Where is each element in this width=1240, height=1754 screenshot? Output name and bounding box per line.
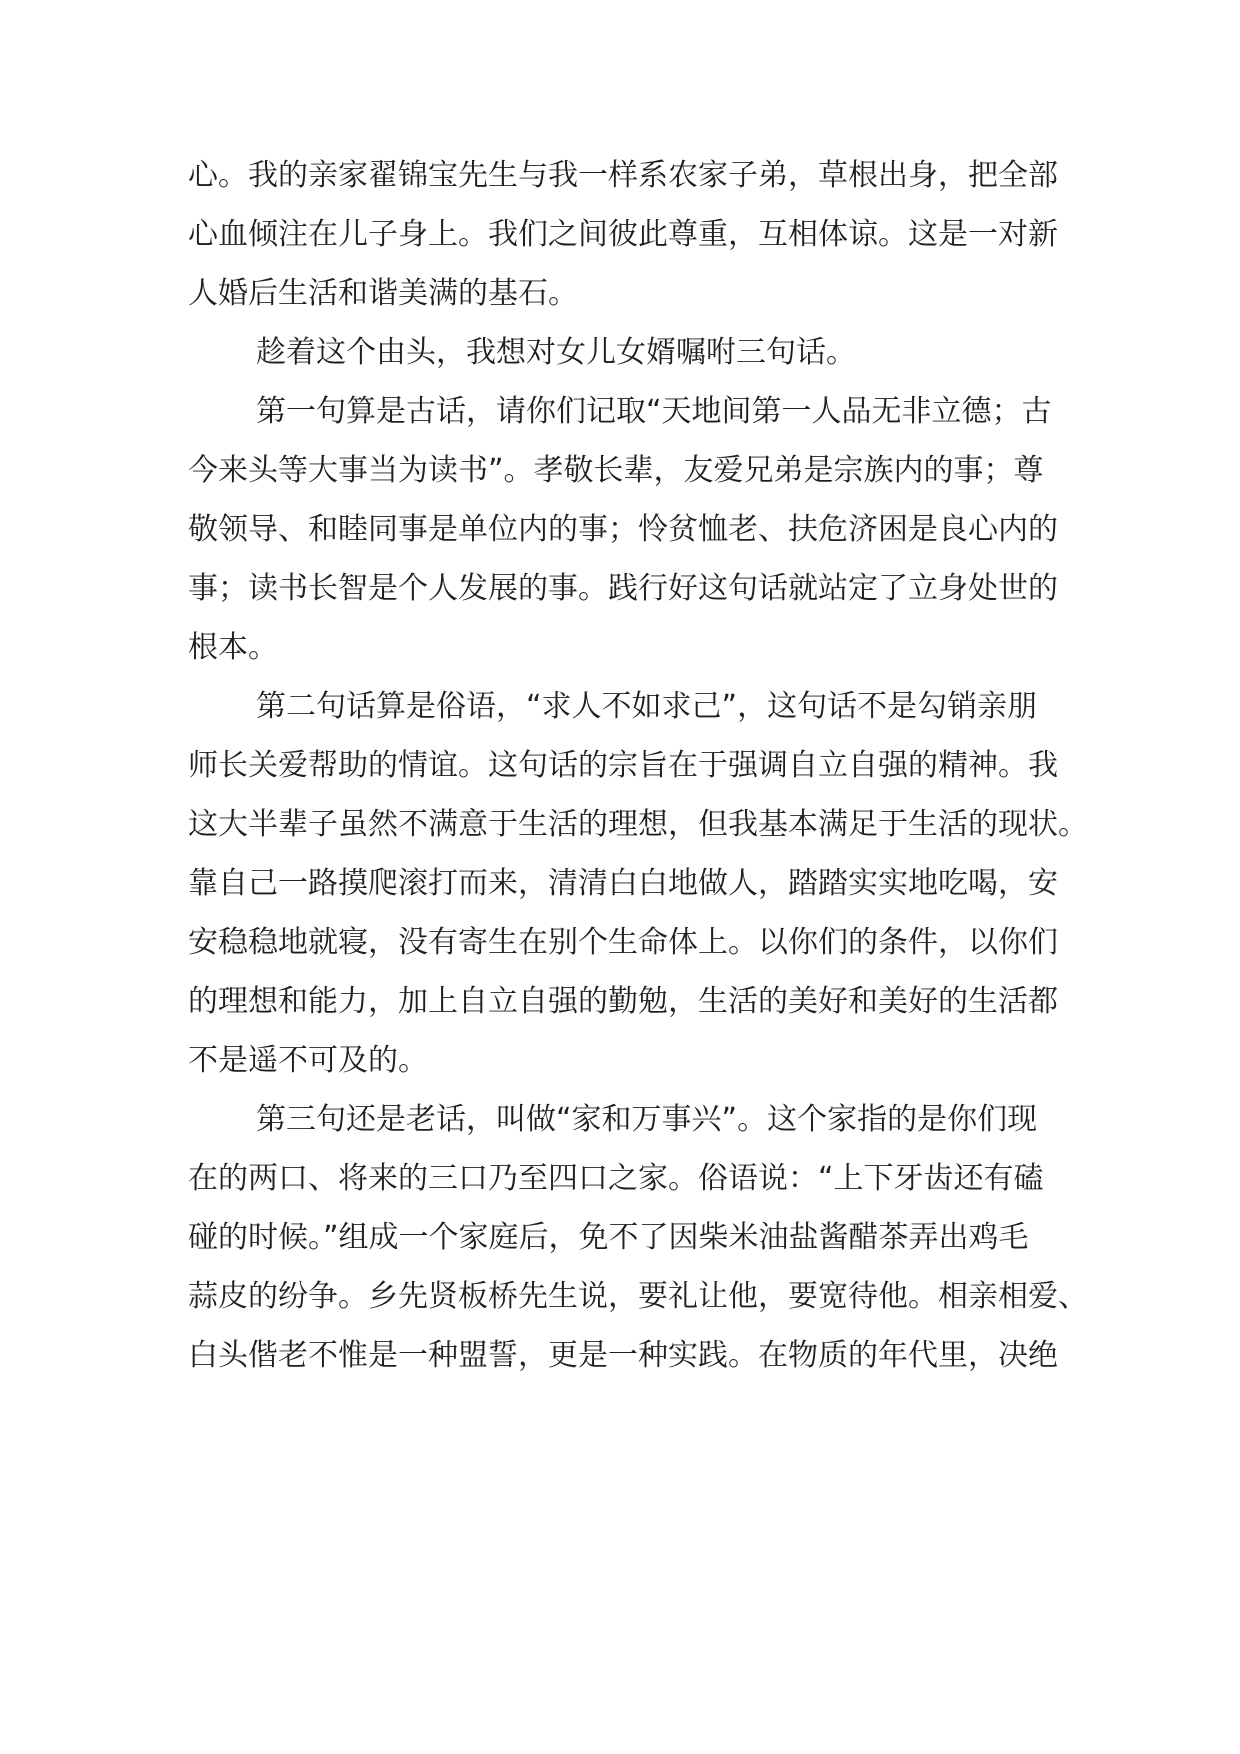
paragraph-first-line: 第二句话算是俗语，“求人不如求己”，这句话不是勾销亲朋 [256,689,1038,724]
text-line: 根本。 [188,630,278,665]
paragraph-first-line: 第一句算是古话，请你们记取“天地间第一人品无非立德；古 [256,394,1052,429]
text-line: 不是遥不可及的。 [188,1043,428,1078]
paragraph-first-line: 第三句还是老话，叫做“家和万事兴”。这个家指的是你们现 [256,1102,1038,1137]
text-line: 心。我的亲家翟锦宝先生与我一样系农家子弟，草根出身，把全部 [188,158,1058,193]
text-line: 靠自己一路摸爬滚打而来，清清白白地做人，踏踏实实地吃喝，安 [188,866,1058,901]
text-line: 心血倾注在儿子身上。我们之间彼此尊重，互相体谅。这是一对新 [188,217,1058,252]
text-line: 碰的时候。”组成一个家庭后，免不了因柴米油盐酱醋茶弄出鸡毛 [188,1220,1029,1255]
text-line: 今来头等大事当为读书”。孝敬长辈，友爱兄弟是宗族内的事；尊 [188,453,1044,488]
text-line: 蒜皮的纷争。乡先贤板桥先生说，要礼让他，要宽待他。相亲相爱、 [188,1279,1088,1314]
text-line: 敬领导、和睦同事是单位内的事；怜贫恤老、扶危济困是良心内的 [188,512,1058,547]
text-line: 白头偕老不惟是一种盟誓，更是一种实践。在物质的年代里，决绝 [188,1338,1058,1373]
text-line: 的理想和能力，加上自立自强的勤勉，生活的美好和美好的生活都 [188,984,1058,1019]
text-line: 安稳稳地就寝，没有寄生在别个生命体上。以你们的条件，以你们 [188,925,1058,960]
paragraph-first-line: 趁着这个由头，我想对女儿女婿嘱咐三句话。 [256,335,856,370]
text-line: 这大半辈子虽然不满意于生活的理想，但我基本满足于生活的现状。 [188,807,1088,842]
text-line: 事；读书长智是个人发展的事。践行好这句话就站定了立身处世的 [188,571,1058,606]
text-line: 人婚后生活和谐美满的基石。 [188,276,578,311]
text-line: 师长关爱帮助的情谊。这句话的宗旨在于强调自立自强的精神。我 [188,748,1058,783]
text-line: 在的两口、将来的三口乃至四口之家。俗语说：“上下牙齿还有磕 [188,1161,1044,1196]
